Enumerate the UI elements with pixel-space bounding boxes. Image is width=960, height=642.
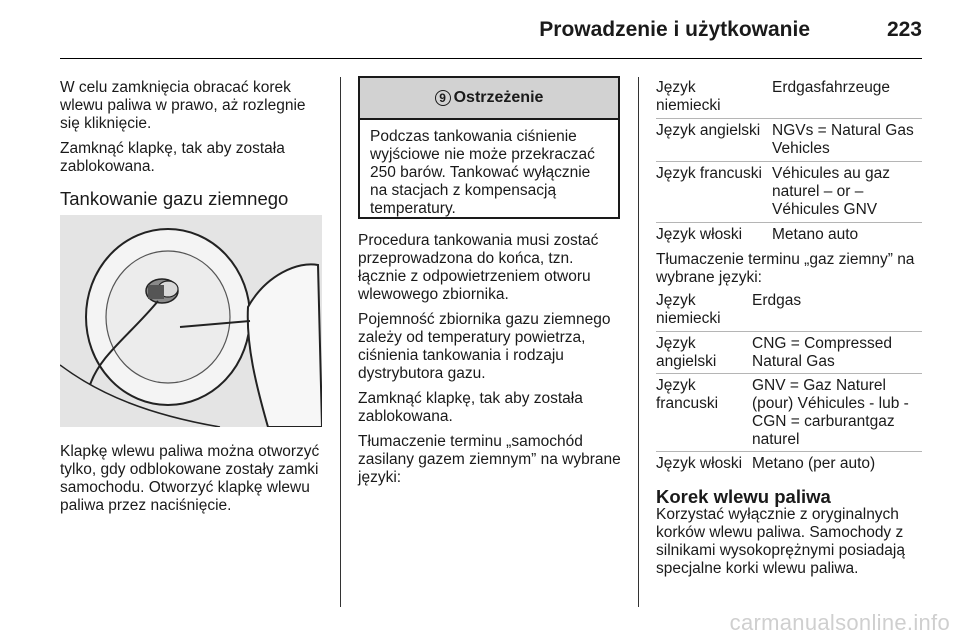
page-number: 223 — [886, 18, 922, 41]
table-cell-term: Erdgas — [752, 292, 802, 309]
header-rule — [60, 58, 922, 59]
column-1 — [60, 79, 325, 208]
table-separator — [656, 373, 922, 374]
paragraph: Tłumaczenie terminu „gaz ziemny” na wybrane języki: — [656, 251, 915, 286]
warning-title: Ostrzeżenie — [453, 89, 544, 106]
table-cell-term: CNG = Compressed Natural Gas — [752, 335, 892, 370]
table-separator — [656, 118, 922, 119]
table-cell-language: Język angielski — [656, 335, 717, 370]
table-cell-language: Język włoski — [656, 226, 743, 243]
table-cell-language: Język włoski — [656, 455, 743, 472]
column-3-paragraph — [656, 251, 924, 294]
paragraph: Zamknąć klapkę, tak aby została zablokowana. — [60, 140, 285, 175]
table-separator — [656, 222, 922, 223]
paragraph: Korzystać wyłącznie z oryginalnych korków wlewu paliwa. Samochody z silnikami wysokoprężnymi posiadają specjalne korki wlewu paliwa. — [656, 506, 905, 577]
table-separator — [656, 161, 922, 162]
table-cell-language: Język niemiecki — [656, 292, 721, 327]
table-cell-term: GNV = Gaz Naturel (pour) Véhicules - lub - CGN = carburantgaz naturel — [752, 377, 909, 448]
fuel-filler-illustration — [60, 215, 322, 427]
table-cell-language: Język angielski — [656, 122, 761, 139]
paragraph: Zamknąć klapkę, tak aby została zablokowana. — [358, 390, 583, 425]
table-cell-term: Metano (per auto) — [752, 455, 876, 472]
paragraph: Tłumaczenie terminu „samochód zasilany gazem ziemnym” na wybrane języki: — [358, 433, 621, 486]
table-cell-term: NGVs = Natural Gas Vehicles — [772, 122, 914, 157]
column-1-lower — [60, 443, 326, 522]
column-3-lower — [656, 488, 924, 585]
paragraph: Pojemność zbiornika gazu ziemnego zależy od temperatury powietrza, ciśnienia tankowania i rodzaju dystrybutora gazu. — [358, 311, 611, 382]
warning-box — [358, 76, 620, 219]
watermark: carmanualsonline.info — [729, 610, 950, 635]
section-heading: Korek wlewu paliwa — [656, 486, 831, 507]
warning-text: Podczas tankowania ciśnienie wyjściowe nie może przekraczać 250 barów. Tankować wyłącznie na stacjach z kompensacją temperatury. — [370, 128, 595, 217]
section-heading: Tankowanie gazu ziemnego — [60, 188, 289, 209]
column-divider-2 — [638, 77, 639, 607]
paragraph: Procedura tankowania musi zostać przeprowadzona do końca, tzn. łącznie z odpowietrzeniem otworu wlewowego zbiornika. — [358, 232, 599, 303]
page-header-title: Prowadzenie i użytkowanie — [539, 18, 810, 41]
column-divider-1 — [340, 77, 341, 607]
table-separator — [656, 451, 922, 452]
warning-icon: 9 — [435, 90, 451, 106]
table-separator — [656, 331, 922, 332]
table-cell-language: Język francuski — [656, 377, 719, 412]
column-2 — [358, 232, 624, 494]
table-cell-language: Język niemiecki — [656, 79, 721, 114]
table-cell-term: Erdgasfahrzeuge — [772, 79, 891, 96]
table-cell-term: Metano auto — [772, 226, 859, 243]
paragraph: W celu zamknięcia obracać korek wlewu paliwa w prawo, aż rozlegnie się kliknięcie. — [60, 79, 306, 132]
table-cell-language: Język francuski — [656, 165, 762, 182]
table-cell-term: Véhicules au gaz naturel – or – Véhicules GNV — [772, 165, 891, 218]
paragraph: Klapkę wlewu paliwa można otworzyć tylko, gdy odblokowane zostały zamki samochodu. Otworzyć klapkę wlewu paliwa przez naciśnięcie. — [60, 443, 320, 514]
warning-header — [360, 78, 618, 120]
